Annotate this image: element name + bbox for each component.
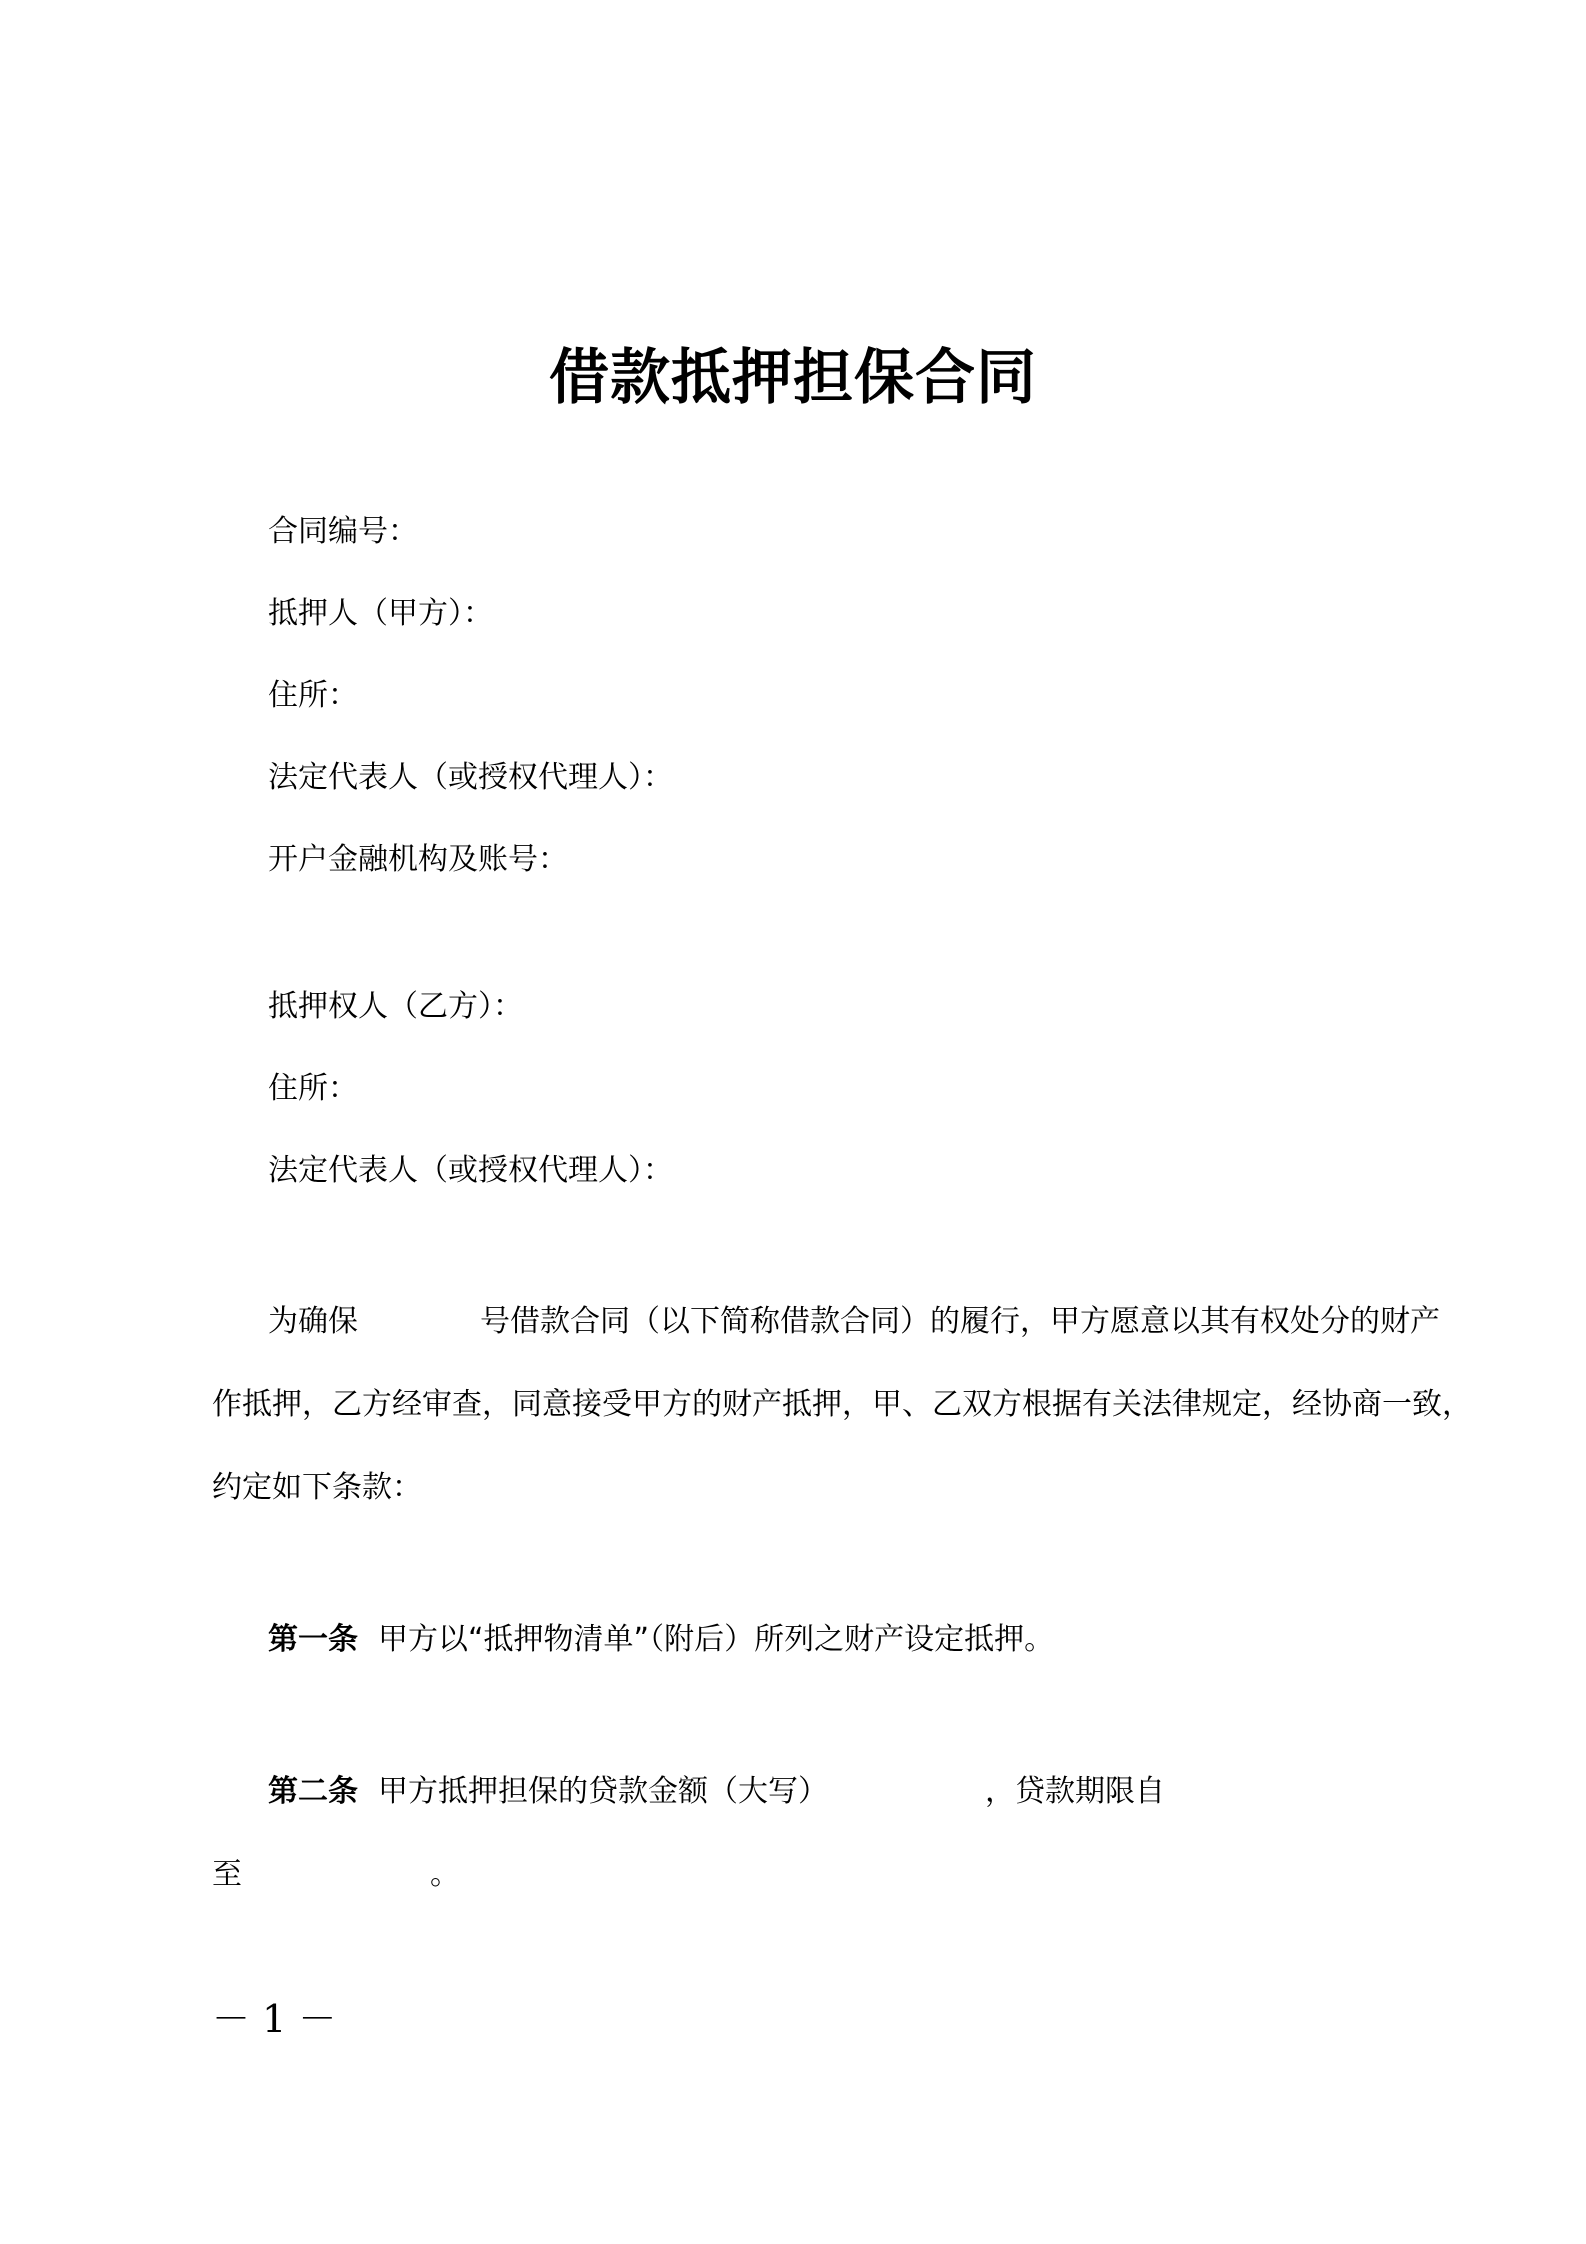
mortgagor-address-field: 住所： bbox=[268, 678, 358, 713]
preamble-line-2: 作抵押，乙方经审查，同意接受甲方的财产抵押，甲、乙双方根据有关法律规定，经协商一致， bbox=[212, 1387, 1472, 1422]
preamble-line-1: 号借款合同（以下简称借款合同）的履行，甲方愿意以其有权处分的财产 bbox=[480, 1304, 1440, 1339]
article-2-line2-start: 至 bbox=[212, 1857, 242, 1892]
preamble-line-3: 约定如下条款： bbox=[212, 1470, 422, 1505]
article-2-text: 甲方抵押担保的贷款金额（大写） bbox=[378, 1774, 828, 1809]
bank-account-field: 开户金融机构及账号： bbox=[268, 842, 568, 877]
page-number: － 1 － bbox=[212, 1997, 337, 2041]
article-1-text: 甲方以“抵押物清单”（附后）所列之财产设定抵押。 bbox=[378, 1622, 1055, 1657]
article-2-label: 第二条 bbox=[268, 1774, 358, 1809]
article-2-text-cont: ，贷款期限自 bbox=[985, 1774, 1165, 1809]
preamble-start: 为确保 bbox=[268, 1304, 358, 1339]
mortgagor-representative-field: 法定代表人（或授权代理人）： bbox=[268, 760, 673, 795]
mortgagor-field: 抵押人（甲方）： bbox=[268, 596, 493, 631]
mortgagee-field: 抵押权人（乙方）： bbox=[268, 989, 523, 1024]
contract-number-field: 合同编号： bbox=[268, 514, 418, 549]
document-title: 借款抵押担保合同 bbox=[549, 343, 1037, 413]
mortgagee-representative-field: 法定代表人（或授权代理人）： bbox=[268, 1153, 673, 1188]
article-2-line2-end: 。 bbox=[430, 1857, 460, 1892]
article-1-label: 第一条 bbox=[268, 1622, 358, 1657]
mortgagee-address-field: 住所： bbox=[268, 1071, 358, 1106]
